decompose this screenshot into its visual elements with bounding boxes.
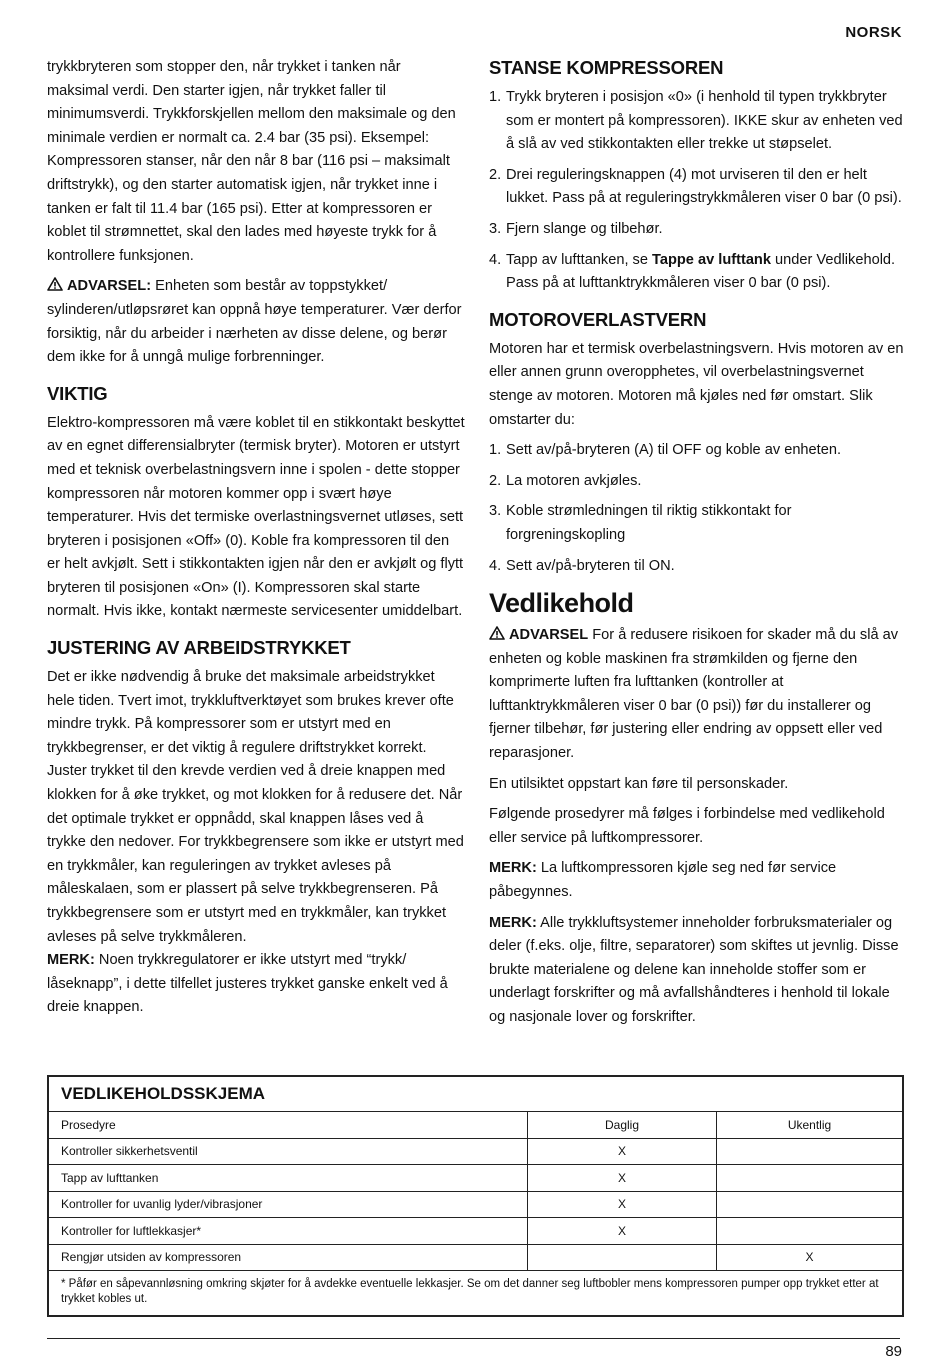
list-item: [489, 500, 907, 547]
list-number: 4.: [489, 557, 502, 574]
list-text: Drei reguleringsknappen (4) mot urviseren til den er helt lukket. Pass på at reguleringstrykkmåleren viser 0 bar (0 psi).: [506, 166, 902, 207]
merk-text: Noen trykkregulatorer er ikke utstyrt med “trykk/ låseknapp”, i dette tilfellet justeres trykket ganske enkelt ved å dreie knappen.: [47, 952, 448, 1016]
footer-divider: [47, 1338, 900, 1339]
warning-label: ADVARSEL:: [67, 278, 152, 295]
table-row: [49, 1138, 902, 1165]
left-column: [47, 56, 465, 1027]
merk2-text: Alle trykkluftsystemer inneholder forbruksmaterialer og deler (f.eks. olje, filtre, separatorer) som skiftes ut jevnlig. Disse brukte materialene og delene kan inneholde stoffer som er underlagt forskrifter og må avfallshåndteres i henhold til lokale og nasjonale lover og forskrifter.: [489, 914, 899, 1025]
header-cell: Prosedyre: [49, 1112, 528, 1139]
intro-paragraph: trykkbryteren som stopper den, når trykket i tanken når maksimal verdi. Den starter igjen, når trykket faller til minimumsverdi. Trykkforskjellen mellom den maksimale og den minimale verdien er normalt ca. 2.4 bar (35 psi). Eksempel: Kompressoren stanser, når den når 8 bar (116 psi – maksimalt driftstrykk), og den starter automatisk igjen, når trykket inne i tanken er falt til 11.4 bar (165 psi). Etter at kompressoren er koblet til strømnettet, skal den lades med høyeste trykk for å kontrollere funksjonen.: [47, 59, 456, 264]
list-item: [489, 86, 907, 157]
list-text-bold: Tappe av lufttank: [652, 251, 771, 268]
list-number: 3.: [489, 220, 502, 237]
table-header-row: [49, 1112, 902, 1139]
table-cell: Kontroller sikkerhetsventil: [49, 1138, 528, 1165]
table-cell: Tapp av lufttanken: [49, 1165, 528, 1192]
list-number: 1.: [489, 89, 502, 105]
warning-text: Enheten som består av toppstykket/ sylinderen/utløpsrøret kan oppnå høye temperaturer. Vær derfor forsiktig, når du arbeider i nærheten av disse delene, og berør dem ikke for å unngå mulige forbrenninger.: [47, 278, 462, 366]
table-row: [49, 1165, 902, 1192]
language-label: NORSK: [845, 24, 902, 41]
vedlikehold-heading: Vedlikehold: [489, 588, 634, 619]
header-cell: Daglig: [528, 1112, 717, 1139]
motor-heading: MOTOROVERLASTVERN: [489, 308, 707, 330]
list-item: [489, 439, 907, 463]
table-cell: [528, 1244, 717, 1270]
merk-label: MERK:: [47, 952, 95, 969]
merk1-text: La luftkompressoren kjøle seg ned før service påbegynnes.: [489, 860, 837, 901]
list-item: [489, 218, 907, 242]
warning-paragraph: [47, 275, 465, 369]
viktig-paragraph: Elektro-kompressoren må være koblet til en stikkontakt beskyttet av en egnet differensialbryter (termisk bryter). Motoren er utstyrt med et teknisk overbelastningsvern inne i spolen - dette stopper kompressoren når motoren kommer opp i svært høye temperaturer. Hvis det termiske overlastningsvernet utløses, sett bryteren i posisjonen «Off» (0). Koble fra kompressoren til den er helt avkjølt. Sett i stikkontakten igjen når den er avkjølt og flytt bryteren til posisjonen «On» (I). Kompressoren skal starte normalt. Hvis ikke, kontakt nærmeste servicesenter umiddelbart.: [47, 414, 465, 620]
warning-triangle-icon: [489, 626, 505, 640]
schedule-table: [49, 1111, 902, 1270]
list-text: Tapp av lufttanken, se: [506, 251, 653, 268]
merk2-label: MERK:: [489, 914, 537, 931]
table-row: [49, 1218, 902, 1245]
table-cell: X: [528, 1218, 717, 1245]
table-cell: Kontroller for luftlekkasjer*: [49, 1218, 528, 1245]
list-item: [489, 555, 907, 579]
list-number: 2.: [489, 166, 502, 183]
justering-paragraph: Det er ikke nødvendig å bruke det maksimale arbeidstrykket hele tiden. Tvert imot, trykkluftverktøyet som brukes krever ofte mindre trykk. På kompressorer som er utstyrt med en trykkbegrenser, er det viktig å regulere driftstrykket korrekt. Juster trykket til den krevde verdien ved å dreie knappen med klokken for å øke trykket, og mot klokken for å redusere det. Når det optimale trykket er oppnådd, skal knappen låses ved å trykke den nedover. For trykkbegrensere som ikke er utstyrt med en trykkmåler, kan reguleringen av trykket avleses på måleskalaen, som er plassert på selve trykkbegrenseren. På trykkbegrensere som er utstyrt med en trykkmåler, kan trykket avleses på selve trykkmåleren.: [47, 669, 464, 945]
list-text: Sett av/på-bryteren til ON.: [506, 557, 675, 574]
right-column: [489, 56, 907, 1037]
stanse-heading: STANSE KOMPRESSOREN: [489, 57, 724, 78]
warning-triangle-icon: [47, 277, 63, 291]
table-row: [49, 1191, 902, 1218]
list-number: 2.: [489, 472, 502, 489]
table-cell: [717, 1138, 903, 1165]
list-item: [489, 164, 907, 211]
table-row: [49, 1244, 902, 1270]
table-cell: X: [528, 1165, 717, 1192]
table-cell: [717, 1218, 903, 1245]
list-number: 3.: [489, 503, 502, 520]
list-text: Sett av/på-bryteren (A) til OFF og koble av enheten.: [506, 442, 842, 459]
table-cell: X: [528, 1191, 717, 1218]
stanse-list: [489, 86, 907, 296]
list-text: under Vedlikehold. Pass på at lufttanktrykkmåleren viser 0 bar (0 psi).: [506, 251, 896, 292]
table-cell: [717, 1191, 903, 1218]
merk1-paragraph: [489, 857, 907, 904]
maintenance-schedule: [47, 1075, 904, 1317]
table-cell: X: [528, 1138, 717, 1165]
table-cell: X: [717, 1244, 903, 1270]
list-item: [489, 249, 907, 296]
page-number: 89: [885, 1343, 902, 1360]
list-item: [489, 470, 907, 494]
header-cell: Ukentlig: [717, 1112, 903, 1139]
motor-list: [489, 439, 907, 578]
table-footnote: * Påfør en såpevannløsning omkring skjøter for å avdekke eventuelle lekkasjer. Se om det danner seg luftbobler mens kompressoren pumper opp trykket etter at trykket kobles ut.: [49, 1270, 902, 1315]
list-number: 4.: [489, 251, 502, 268]
folgende-paragraph: Følgende prosedyrer må følges i forbindelse med vedlikehold eller service på luftkompressorer.: [489, 806, 885, 846]
list-number: 1.: [489, 442, 502, 459]
table-title: VEDLIKEHOLDSSKJEMA: [61, 1084, 266, 1103]
motor-paragraph: Motoren har et termisk overbelastningsvern. Hvis motoren av en eller annen grunn overopphetes, vil overbelastningsvernet stenge av motoren. Motoren må kjøles ned før omstart. Slik omstarter du:: [489, 340, 904, 428]
merk-paragraph: [47, 949, 465, 1020]
vedlikehold-warning-text: For å redusere risikoen for skader må du slå av enheten og koble maskinen fra strømkilden og fjerne den komprimerte luften fra lufttanken (kontroller at lufttanktrykkmåleren viser 0 bar (0 psi)) før du installerer og fjerner tilbehør, før justering eller endring av oppsett eller ved reparasjoner.: [489, 627, 899, 762]
viktig-heading: VIKTIG: [47, 382, 108, 404]
list-text: La motoren avkjøles.: [506, 472, 642, 489]
table-cell: [717, 1165, 903, 1192]
table-cell: Kontroller for uvanlig lyder/vibrasjoner: [49, 1191, 528, 1218]
list-text: Trykk bryteren i posisjon «0» (i henhold til typen trykkbryter som er montert på kompressoren). IKKE skur av enheten ved å slå av ved stikkontakten eller trekke ut støpselet.: [506, 89, 903, 153]
table-cell: Rengjør utsiden av kompressoren: [49, 1244, 528, 1270]
vedlikehold-warning-paragraph: [489, 624, 907, 766]
merk1-label: MERK:: [489, 860, 537, 877]
vedlikehold-warning-label: ADVARSEL: [509, 627, 589, 644]
justering-heading: JUSTERING AV ARBEIDSTRYKKET: [47, 637, 351, 659]
utilsiktet-paragraph: En utilsiktet oppstart kan føre til personskader.: [489, 775, 789, 792]
list-text: Fjern slange og tilbehør.: [506, 220, 663, 237]
merk2-paragraph: [489, 912, 907, 1030]
list-text: Koble strømledningen til riktig stikkontakt for forgreningskopling: [506, 503, 792, 543]
